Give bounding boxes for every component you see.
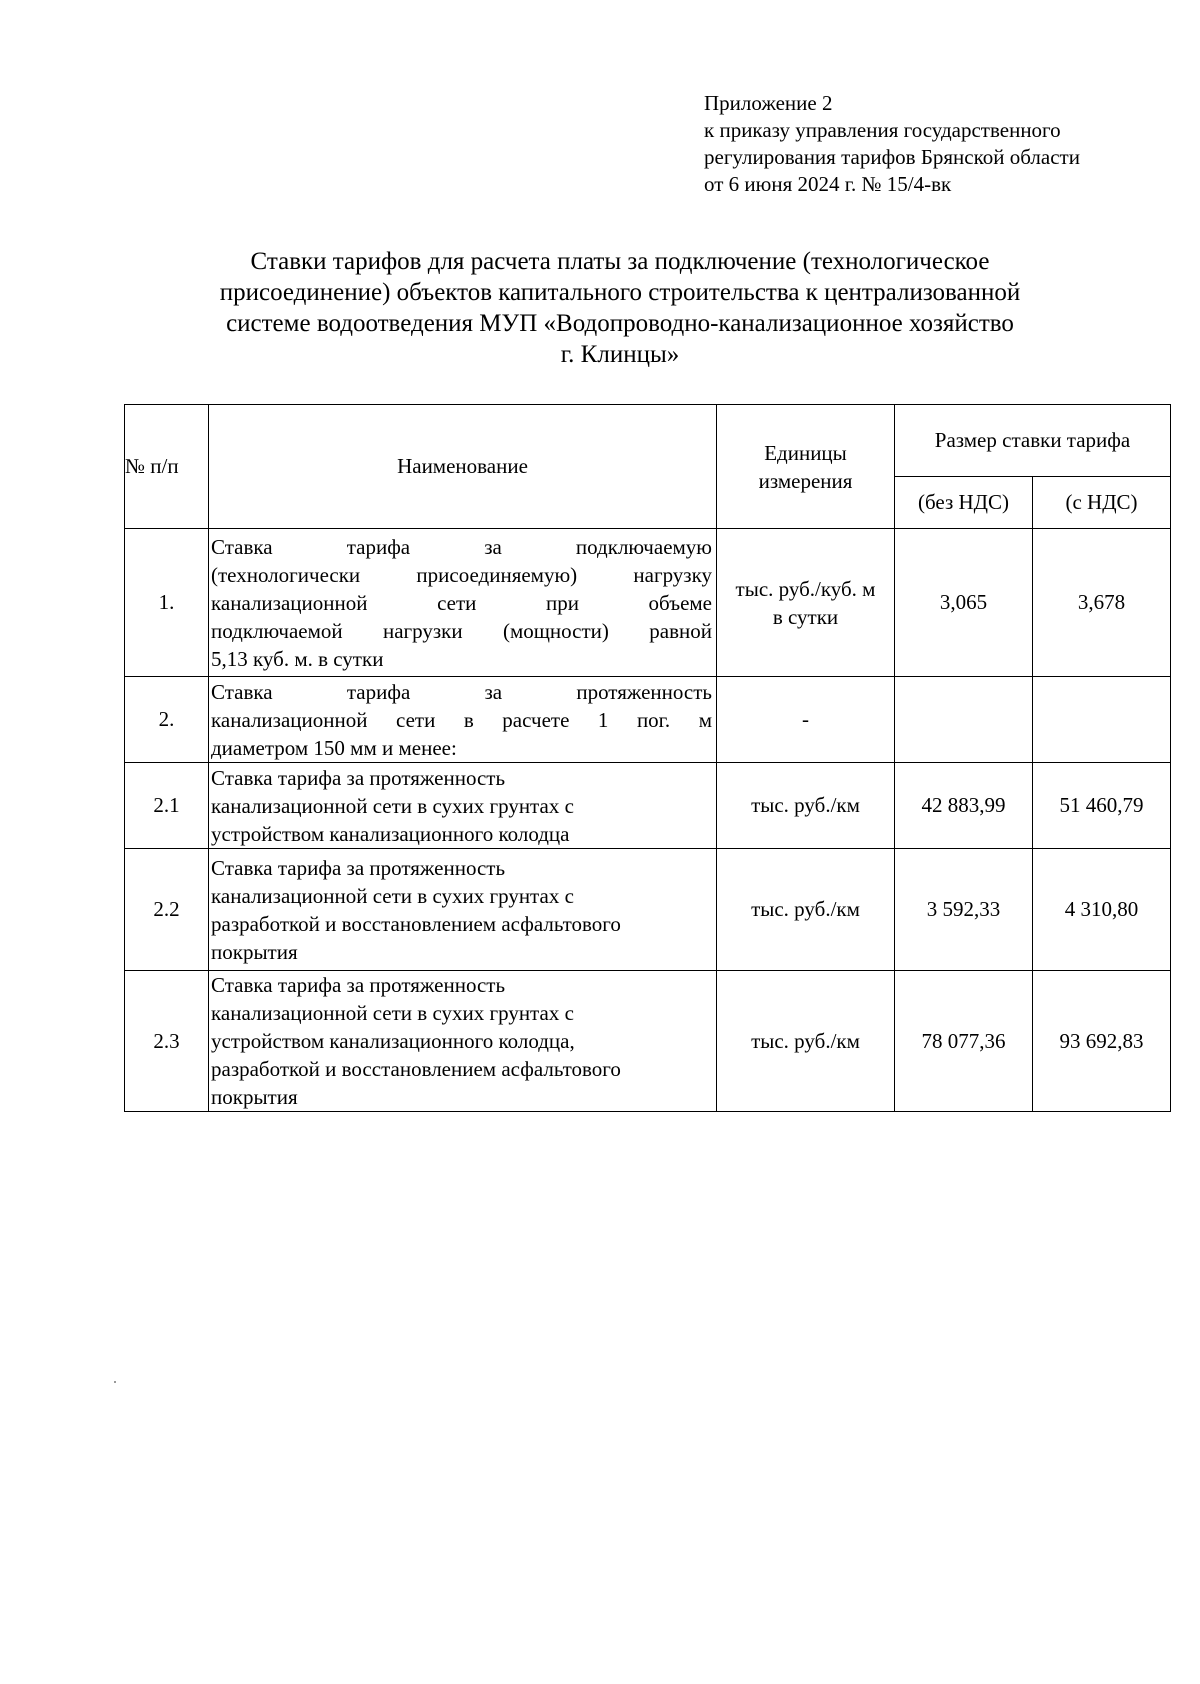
appendix-order-line: к приказу управления государственного (704, 118, 1061, 142)
row-number: 2.3 (125, 971, 209, 1112)
table-row (125, 763, 1171, 849)
row-value-with-vat (1033, 677, 1171, 763)
row-name-line: устройством канализационного колодца, (211, 1029, 575, 1053)
header-unit (717, 405, 895, 529)
header-unit-line: Единицы (764, 440, 847, 465)
row-name-line: подключаемой нагрузки (мощности) равной (211, 618, 712, 643)
appendix-authority-line: регулирования тарифов Брянской области (704, 145, 1080, 169)
title-line: г. Клинцы» (560, 341, 680, 368)
row-name-line: Ставка тарифа за протяженность (211, 973, 506, 997)
row-name (209, 529, 717, 677)
table-row (125, 529, 1171, 677)
row-name (209, 677, 717, 763)
row-unit: тыс. руб./км (717, 849, 895, 971)
row-name (209, 763, 717, 849)
row-unit (717, 529, 895, 677)
row-unit-line: в сутки (772, 604, 839, 629)
table-header-row (125, 405, 1171, 477)
appendix-header (704, 90, 1174, 198)
row-name-line: Ставка тарифа за протяженность (211, 855, 506, 880)
row-number: 2.2 (125, 849, 209, 971)
row-name-line: канализационной сети в расчете 1 пог. м (211, 707, 712, 732)
row-unit: тыс. руб./км (717, 971, 895, 1112)
row-name-line: разработкой и восстановлением асфальтового (211, 911, 621, 936)
header-no-vat: (без НДС) (895, 477, 1033, 529)
row-value-with-vat: 3,678 (1033, 529, 1171, 677)
header-with-vat: (с НДС) (1033, 477, 1171, 529)
row-number: 2. (125, 677, 209, 763)
row-name-line: покрытия (211, 1085, 298, 1109)
title-line: присоединение) объектов капитального строительства к централизованной (219, 279, 1021, 306)
row-name-line: (технологически присоединяемую) нагрузку (211, 562, 712, 587)
table-row (125, 849, 1171, 971)
row-unit: тыс. руб./км (717, 763, 895, 849)
row-number: 2.1 (125, 763, 209, 849)
row-name-line: канализационной сети при объеме (211, 590, 712, 615)
table-row (125, 971, 1171, 1112)
tariff-table (124, 404, 1171, 1112)
appendix-date-line: от 6 июня 2024 г. № 15/4-вк (704, 172, 952, 196)
header-number: № п/п (125, 405, 209, 529)
scan-speck (114, 1381, 116, 1383)
row-unit: - (717, 677, 895, 763)
title-line: системе водоотведения МУП «Водопроводно-канализационное хозяйство (226, 310, 1014, 337)
row-name-line: разработкой и восстановлением асфальтового (211, 1057, 621, 1081)
row-unit-line: тыс. руб./куб. м (735, 576, 876, 601)
row-value-no-vat: 78 077,36 (895, 971, 1033, 1112)
row-name-line: устройством канализационного колодца (211, 821, 570, 846)
header-name: Наименование (209, 405, 717, 529)
table-row (125, 677, 1171, 763)
row-name-line: Ставка тарифа за подключаемую (211, 534, 712, 559)
row-name-line: Ставка тарифа за протяженность (211, 765, 506, 790)
row-value-with-vat: 51 460,79 (1033, 763, 1171, 849)
row-name-line: покрытия (211, 939, 298, 964)
row-name (209, 849, 717, 971)
header-unit-line: измерения (758, 468, 853, 493)
document-title (160, 246, 1080, 370)
row-value-no-vat: 42 883,99 (895, 763, 1033, 849)
title-line: Ставки тарифов для расчета платы за подключение (технологическое (250, 248, 990, 275)
row-name-line: диаметром 150 мм и менее: (211, 735, 457, 760)
row-name-line: 5,13 куб. м. в сутки (211, 646, 384, 671)
appendix-label: Приложение 2 (704, 91, 833, 115)
row-name-line: канализационной сети в сухих грунтах с (211, 793, 574, 818)
row-number: 1. (125, 529, 209, 677)
row-name-line: Ставка тарифа за протяженность (211, 679, 712, 704)
row-value-no-vat: 3,065 (895, 529, 1033, 677)
row-name (209, 971, 717, 1112)
row-name-line: канализационной сети в сухих грунтах с (211, 1001, 574, 1025)
row-value-with-vat: 4 310,80 (1033, 849, 1171, 971)
row-name-line: канализационной сети в сухих грунтах с (211, 883, 574, 908)
row-value-no-vat (895, 677, 1033, 763)
row-value-no-vat: 3 592,33 (895, 849, 1033, 971)
header-rate: Размер ставки тарифа (895, 405, 1171, 477)
row-value-with-vat: 93 692,83 (1033, 971, 1171, 1112)
